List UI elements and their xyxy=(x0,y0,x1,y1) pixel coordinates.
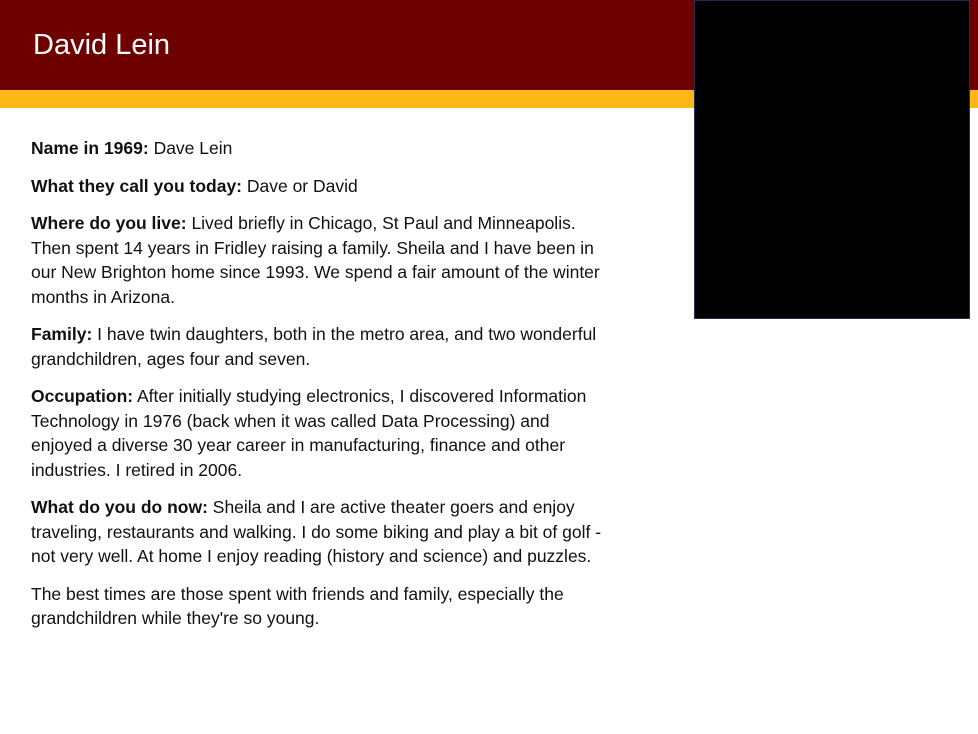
activities-label: What do you do now: xyxy=(31,497,208,517)
name-in-1969-label: Name in 1969: xyxy=(31,138,149,158)
called-today-value: Dave or David xyxy=(242,175,358,196)
called-today-paragraph xyxy=(31,174,603,199)
occupation-value: After initially studying electronics, I discovered Information Technology in 1976 (back when it was called Data Processing) and enjoyed a diverse 30 year career in manufacturing, finance and other industries. I retired in 2006. xyxy=(31,386,587,480)
activities-value: Sheila and I are active theater goers and enjoy traveling, restaurants and walking. I do some biking and play a bit of golf - not very well. At home I enjoy reading (history and science) and puzzles. xyxy=(31,497,602,566)
closing-paragraph: The best times are those spent with friends and family, especially the grandchildren while they're so young. xyxy=(31,583,564,628)
residence-value: Lived briefly in Chicago, St Paul and Minneapolis. Then spent 14 years in Fridley raising a family. Sheila and I have been in our New Brighton home since 1993. We spend a fair amount of the winter months in Arizona. xyxy=(31,213,600,307)
residence-paragraph xyxy=(31,211,603,309)
photo-placeholder xyxy=(694,0,970,319)
name-in-1969-value: Dave Lein xyxy=(148,138,233,158)
occupation-label: Occupation: xyxy=(31,386,134,406)
called-today-label: What they call you today: xyxy=(31,175,242,196)
residence-label: Where do you live: xyxy=(31,213,187,233)
name-in-1969-paragraph xyxy=(31,136,603,161)
family-value: I have twin daughters, both in the metro area, and two wonderful grandchildren, ages four and seven. xyxy=(31,324,597,369)
activities-paragraph xyxy=(31,495,603,569)
profile-content xyxy=(31,136,603,644)
occupation-paragraph xyxy=(31,384,603,482)
slide-title: David Lein xyxy=(33,29,171,61)
family-label: Family: xyxy=(31,324,93,344)
family-paragraph xyxy=(31,322,603,371)
